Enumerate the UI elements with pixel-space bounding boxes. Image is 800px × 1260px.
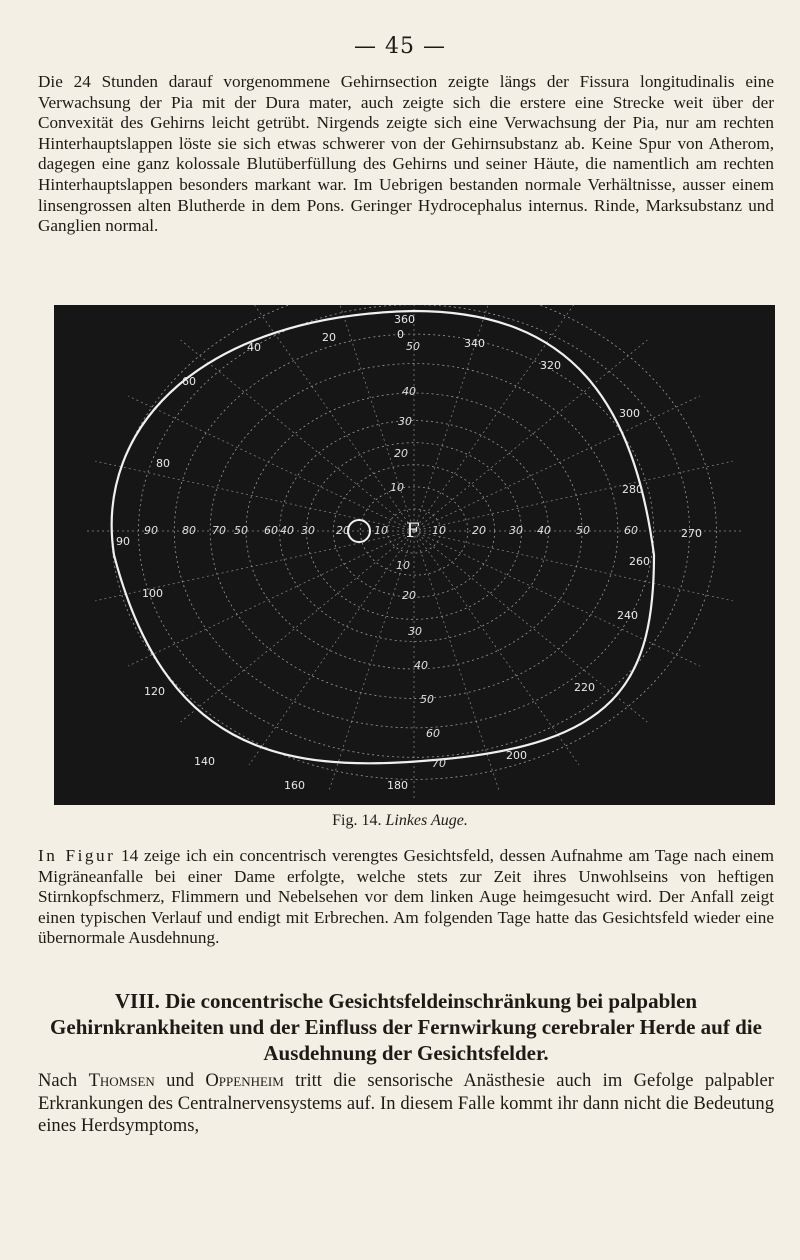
- meridian-label: 200: [506, 749, 527, 762]
- scale-label-left: 10: [374, 524, 388, 537]
- author-thomsen: Thomsen: [88, 1070, 155, 1091]
- author-oppenheim: Oppenheim: [205, 1070, 284, 1091]
- scale-label-top: 10: [390, 481, 404, 494]
- meridian-line: [128, 396, 414, 531]
- scale-label-left: 60: [264, 524, 278, 537]
- scale-label-bottom: 10: [396, 559, 410, 572]
- figure-caption-text: Linkes Auge.: [385, 812, 468, 829]
- scale-label-right: 60: [624, 524, 638, 537]
- scale-label-left: 20: [336, 524, 350, 537]
- meridian-label: 280: [622, 483, 643, 496]
- visual-field-figure: [54, 305, 775, 805]
- scale-label-right: 50: [576, 524, 590, 537]
- scale-label-left: 50: [234, 524, 248, 537]
- scale-label-right: 20: [472, 524, 486, 537]
- meridian-label: 40: [247, 341, 261, 354]
- paragraph-autopsy: Die 24 Stunden darauf vorgenommene Gehirnsection zeigte längs der Fissura longitudinalis eine Verwachsung der Pia mit der Dura mater, auch zeigte sich die erstere eine Strecke weit über der Convexität des Gehirns leicht getrübt. Nirgends zeigte sich eine Verwachsung der Pia, nur am rechten Hinterhauptslappen löste sie sich etwas schwerer von der Gehirnsubstanz ab. Keine Spur von Atherom, dagegen eine ganz kolossale Blutüberfüllung des Gehirns und seiner Häute, die namentlich am rechten Hinterhauptslappen besonders markant war. Im Uebrigen bestanden normale Verhältnisse, ausser einem linsengrossen alten Blutherde in dem Pons. Geringer Hydrocephalus internus. Rinde, Marksubstanz und Ganglien normal.: [38, 72, 774, 236]
- meridian-label: 270: [681, 527, 702, 540]
- scale-label-left: 70: [212, 524, 226, 537]
- meridian-label: 20: [322, 331, 336, 344]
- meridian-line: [249, 531, 414, 765]
- scale-label-right: 30: [509, 524, 523, 537]
- meridian-label: 340: [464, 337, 485, 350]
- meridian-label: 300: [619, 407, 640, 420]
- meridian-label: 0: [397, 328, 404, 341]
- meridian-label: 320: [540, 359, 561, 372]
- meridian-line: [414, 531, 700, 666]
- scale-label-right: 40: [537, 524, 551, 537]
- meridian-line: [414, 305, 579, 531]
- meridian-line: [181, 340, 414, 531]
- meridian-line: [181, 531, 414, 722]
- scale-label-top: 30: [398, 415, 412, 428]
- paragraph-section-intro: [38, 1070, 774, 1138]
- meridian-label: 80: [156, 457, 170, 470]
- scale-label-bottom: 40: [414, 659, 428, 672]
- meridian-line: [414, 305, 499, 531]
- scale-label-right: 10: [432, 524, 446, 537]
- page-number: — 45 —: [354, 34, 446, 59]
- scale-label-left: 40: [280, 524, 294, 537]
- meridian-line: [414, 531, 647, 722]
- paragraph-lead: In Figur: [38, 846, 116, 865]
- scale-label-bottom: 60: [426, 727, 440, 740]
- chart-labels: [116, 313, 702, 792]
- meridian-label: 220: [574, 681, 595, 694]
- meridian-label: 60: [182, 375, 196, 388]
- meridian-line: [414, 461, 733, 531]
- scale-label-bottom: 70: [432, 757, 446, 770]
- meridian-label: 120: [144, 685, 165, 698]
- meridian-label: 100: [142, 587, 163, 600]
- paragraph-figure-description: [38, 846, 774, 949]
- meridian-line: [414, 340, 647, 531]
- paragraph-body: 14 zeige ich ein concentrisch verengtes Gesichtsfeld, dessen Aufnahme am Tage nach einem Migräneanfalle bei einer Dame erfolgte, welche stets zur Zeit ihres Unwohlseins von heftigen Stirnkopfschmerz, Flimmern und Nebelsehen vor dem linken Auge heimgesucht wird. Der Anfall zeigt einen typischen Verlauf und endigt mit Erbrechen. Am folgenden Tage hatte das Gesichtsfeld wieder eine übernormale Ausdehnung.: [38, 846, 775, 948]
- meridian-line: [95, 461, 414, 531]
- meridian-label: 90: [116, 535, 130, 548]
- meridian-line: [414, 531, 733, 601]
- scale-label-left: 30: [301, 524, 315, 537]
- text-run: Nach: [38, 1070, 89, 1091]
- meridian-label: 160: [284, 779, 305, 792]
- meridian-label: 260: [629, 555, 650, 568]
- scale-label-bottom: 20: [402, 589, 416, 602]
- text-run: und: [154, 1070, 206, 1091]
- fixation-point-label: F: [406, 518, 420, 542]
- scale-label-bottom: 30: [408, 625, 422, 638]
- text-run: tritt die sensorische Anästhesie auch im Gefolge palpabler Erkrankungen des Centralnervensystems auf. In diesem Falle kommt ihr dann nicht die Bedeutung eines Herdsymptoms,: [38, 1070, 774, 1136]
- scale-label-top: 20: [394, 447, 408, 460]
- perimetry-chart: [54, 305, 775, 805]
- section-heading: VIII. Die concentrische Gesichtsfeldeinschränkung bei palpablen Gehirnkrankheiten und der Einfluss der Fernwirkung cerebraler Herde auf die Ausdehnung der Gesichtsfelder.: [50, 989, 762, 1065]
- scale-label-left: 90: [144, 524, 158, 537]
- scale-label-top: 40: [402, 385, 416, 398]
- meridian-label: 180: [387, 779, 408, 792]
- scale-label-left: 80: [182, 524, 196, 537]
- meridian-label: 140: [194, 755, 215, 768]
- figure-number: Fig. 14.: [332, 812, 382, 829]
- scale-label-bottom: 50: [420, 693, 434, 706]
- figure-caption: [0, 812, 800, 830]
- meridian-line: [414, 396, 700, 531]
- meridian-line: [128, 531, 414, 666]
- meridian-label: 240: [617, 609, 638, 622]
- meridian-label: 360: [394, 313, 415, 326]
- scale-label-top: 50: [406, 340, 420, 353]
